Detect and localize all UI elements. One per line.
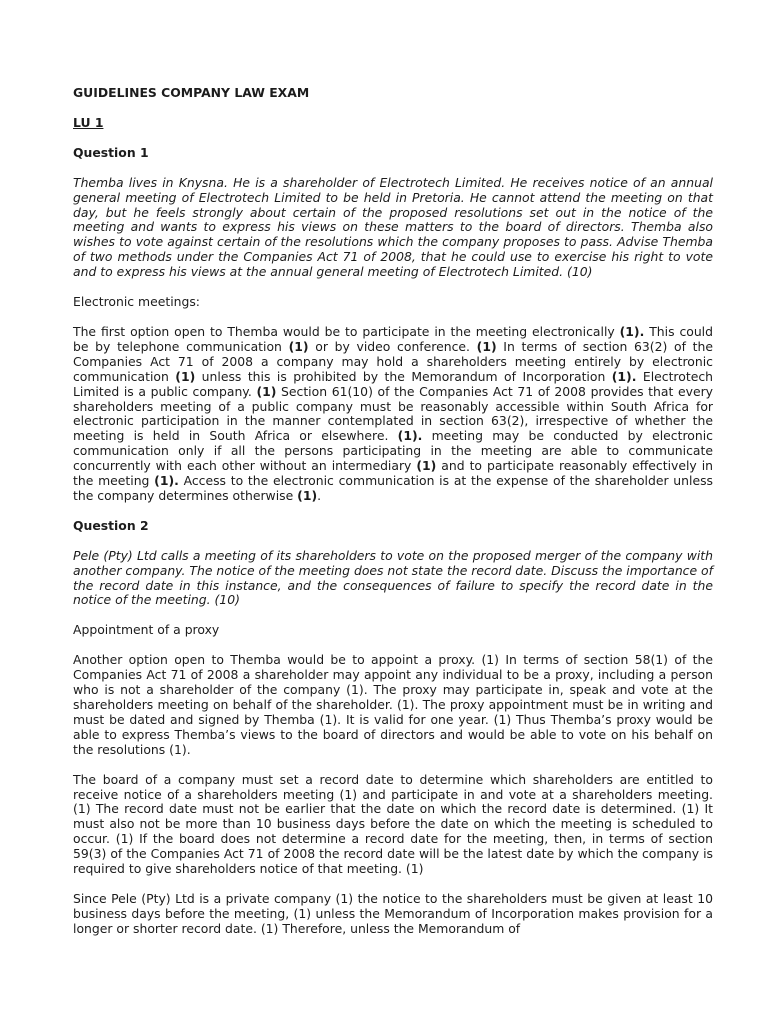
- record-date-answer: The board of a company must set a record date to determine which shareholders are entitled to receive notice of a shareholders meeting (1) and participate in and vote at a shareholders meeting. (1) The record date must not be earlier that the date on which the record date is determined. (1) It must also not be more than 10 business days before the date on which the meeting is scheduled to occur. (1) If the board does not determine a record date for the meeting, then, in terms of section 59(3) of the Companies Act 71 of 2008 the record date will be the latest date by which the company is required to give shareholders notice of that meeting. (1): [73, 771, 713, 877]
- document-page: [73, 86, 713, 936]
- unit-heading: LU 1: [73, 114, 104, 130]
- proxy-heading: Appointment of a proxy: [73, 622, 220, 638]
- question-2-text: Pele (Pty) Ltd calls a meeting of its shareholders to vote on the proposed merger of the company with another company. The notice of the meeting does not state the record date. Discuss the importance of the record date in this instance, and the consequences of failure to specify the record date in the notice of the meeting. (10): [73, 547, 713, 608]
- electronic-meetings-answer: The first option open to Themba would be to participate in the meeting electronically (1). This could be by telephone communication (1) or by video conference. (1) In terms of section 63(2) of the Companies Act 71 of 2008 a company may hold a shareholders meeting entirely by electronic communication (1) unless this is prohibited by the Memorandum of Incorporation (1). Electrotech Limited is a public company. (1) Section 61(10) of the Companies Act 71 of 2008 provides that every shareholders meeting of a public company must be reasonably accessible within South Africa for electronic participation in the manner contemplated in section 63(2), irrespective of whether the meeting is held in South Africa or elsewhere. (1). meeting may be conducted by electronic communication only if all the persons participating in the meeting are able to communicate concurrently with each other without an intermediary (1) and to participate reasonably effectively in the meeting (1). Access to the electronic communication is at the expense of the shareholder unless the company determines otherwise (1).: [73, 323, 714, 503]
- document-title: GUIDELINES COMPANY LAW EXAM: [73, 85, 310, 100]
- question-1-text: Themba lives in Knysna. He is a shareholder of Electrotech Limited. He receives notice of an annual general meeting of Electrotech Limited to be held in Pretoria. He cannot attend the meeting on that day, but he feels strongly about certain of the proposed resolutions set out in the notice of the meeting and wants to express his views on these matters to the board of directors. Themba also wishes to vote against certain of the resolutions which the company proposes to pass. Advise Themba of two methods under the Companies Act 71 of 2008, that he could use to exercise his right to vote and to express his views at the annual general meeting of Electrotech Limited. (10): [73, 174, 713, 280]
- question-1-heading: Question 1: [73, 144, 149, 160]
- private-company-answer: Since Pele (Pty) Ltd is a private company (1) the notice to the shareholders must be given at least 10 business days before the meeting, (1) unless the Memorandum of Incorporation makes provision for a longer or shorter record date. (1) Therefore, unless the Memorandum of: [73, 891, 713, 936]
- proxy-answer: Another option open to Themba would be to appoint a proxy. (1) In terms of section 58(1) of the Companies Act 71 of 2008 a shareholder may appoint any individual to be a proxy, including a person who is not a shareholder of the company (1). The proxy may participate in, speak and vote at the shareholders meeting on behalf of the shareholder. (1). The proxy appointment must be in writing and must be dated and signed by Themba (1). It is valid for one year. (1) Thus Themba’s proxy would be able to express Themba’s views to the board of directors and would be able to vote on his behalf on the resolutions (1).: [73, 652, 713, 757]
- electronic-meetings-heading: Electronic meetings:: [73, 294, 200, 310]
- question-2-heading: Question 2: [73, 517, 149, 533]
